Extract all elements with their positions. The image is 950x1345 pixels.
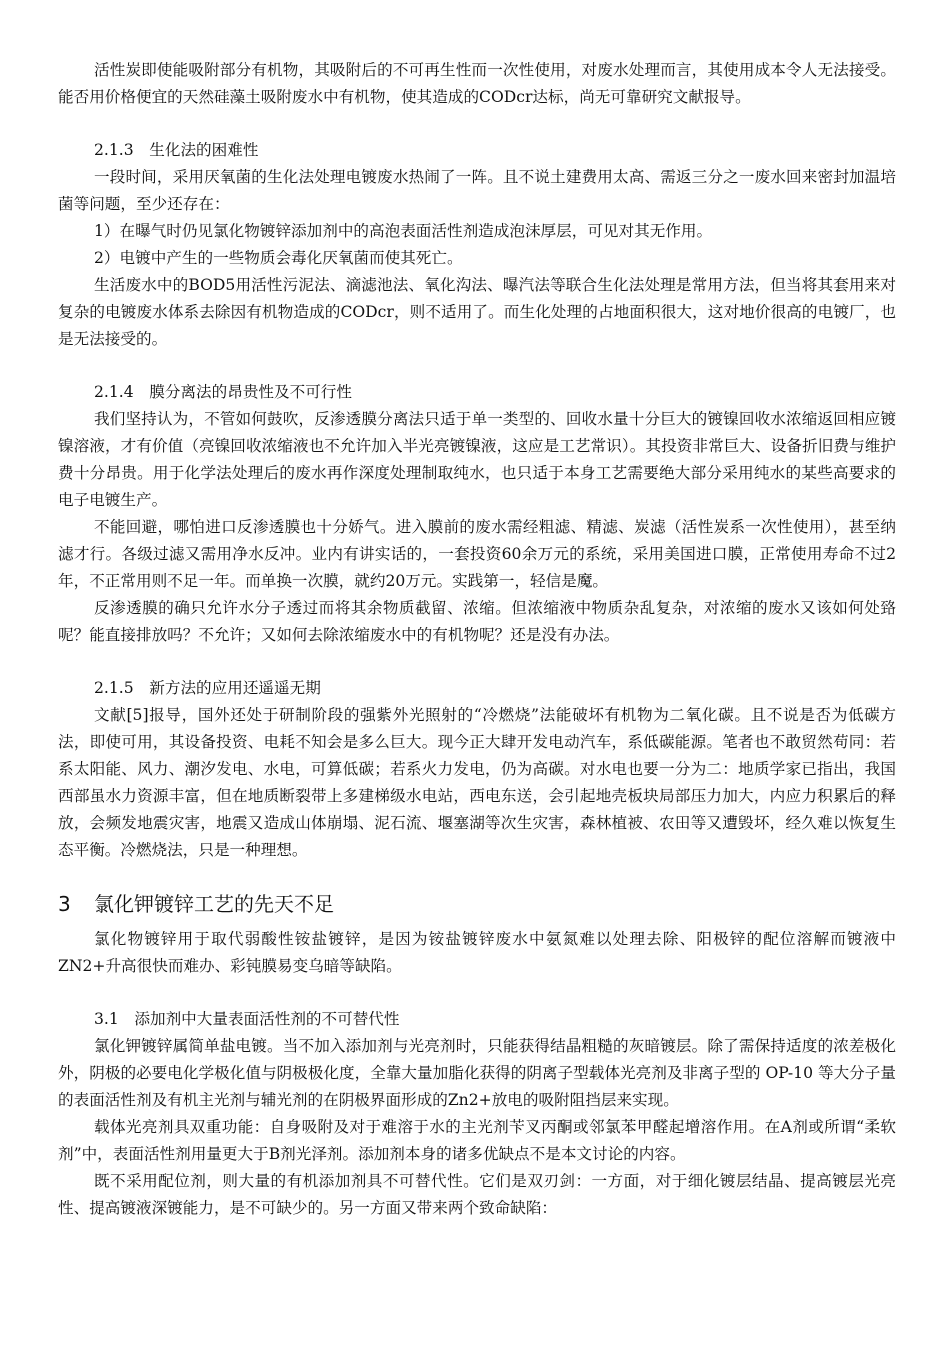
section-title: 氯化钾镀锌工艺的先天不足 xyxy=(94,892,334,916)
paragraph: 我们坚持认为，不管如何鼓吹，反渗透膜分离法只适于单一类型的、回收水量十分巨大的镀镍回收水浓缩返回相应镀镍溶液，才有价值（亮镍回收浓缩液也不允许加入半光亮镀镍液，这应是工艺常识）。其投资非常巨大、设备折旧费与维护费十分昂贵。用于化学法处理后的废水再作深度处理制取纯水，也只适于本身工艺需要绝大部分采用纯水的某些高要求的电子电镀生产。 xyxy=(58,410,896,509)
paragraph: 一段时间，采用厌氧菌的生化法处理电镀废水热闹了一阵。且不说土建费用太高、需返三分之一废水回来密封加温培菌等问题，至少还存在： xyxy=(58,168,896,213)
paragraph: 不能回避，哪怕进口反渗透膜也十分娇气。进入膜前的废水需经粗滤、精滤、炭滤（活性炭系一次性使用），甚至纳滤才行。各级过滤又需用净水反冲。业内有讲实话的，一套投资60余万元的系统，采用美国进口膜，正常使用寿命不过2年，不正常用则不足一年。而单换一次膜，就约20万元。实践第一，轻信是魔。 xyxy=(58,518,896,590)
paragraph: 生活废水中的BOD5用活性污泥法、滴滤池法、氧化沟法、曝汽法等联合生化法处理是常用方法，但当将其套用来对复杂的电镀废水体系去除因有机物造成的CODcr，则不适用了。而生化处理的占地面积很大，这对地价很高的电镀厂，也是无法接受的。 xyxy=(58,276,896,348)
paragraph: 文献[5]报导，国外还处于研制阶段的强紫外光照射的“冷燃烧”法能破坏有机物为二氧化碳。且不说是否为低碳方法，即使可用，其设备投资、电耗不知会是多么巨大。现今正大肆开发电动汽车，系低碳能源。笔者也不敢贸然苟同：若系太阳能、风力、潮汐发电、水电，可算低碳；若系火力发电，仍为高碳。对水电也要一分为二：地质学家已指出，我国西部虽水力资源丰富，但在地质断裂带上多建梯级水电站，西电东送，会引起地壳板块局部压力加大，内应力积累后的释放，会频发地震灾害，地震又造成山体崩塌、泥石流、堰塞湖等次生灾害，森林植被、农田等又遭毁坏，经久难以恢复生态平衡。冷燃烧法，只是一种理想。 xyxy=(58,706,896,859)
subsection-heading-2-1-4: 2.1.4 膜分离法的昂贵性及不可行性 xyxy=(94,383,352,401)
subsection-heading-2-1-3: 2.1.3 生化法的困难性 xyxy=(94,141,259,159)
paragraph: 氯化物镀锌用于取代弱酸性铵盐镀锌，是因为铵盐镀锌废水中氨氮难以处理去除、阳极锌的配位溶解而镀液中ZN2+升高很快而难办、彩钝膜易变乌暗等缺陷。 xyxy=(58,930,896,975)
section-heading-3 xyxy=(58,890,896,918)
list-item: 2）电镀中产生的一些物质会毒化厌氧菌而使其死亡。 xyxy=(94,249,463,267)
section-number: 3 xyxy=(58,892,71,916)
paragraph: 载体光亮剂具双重功能：自身吸附及对于难溶于水的主光剂苄叉丙酮或邻氯苯甲醛起增溶作用。在A剂或所谓“柔软剂”中，表面活性剂用量更大于B剂光泽剂。添加剂本身的诸多优缺点不是本文讨论的内容。 xyxy=(58,1118,896,1163)
document-page xyxy=(58,57,896,1222)
paragraph: 反渗透膜的确只允许水分子透过而将其余物质截留、浓缩。但浓缩液中物质杂乱复杂，对浓缩的废水又该如何处臵呢？能直接排放吗？不允许；又如何去除浓缩废水中的有机物呢？还是没有办法。 xyxy=(58,599,896,644)
paragraph: 既不采用配位剂，则大量的有机添加剂具不可替代性。它们是双刃剑：一方面，对于细化镀层结晶、提高镀层光亮性、提高镀液深镀能力，是不可缺少的。另一方面又带来两个致命缺陷： xyxy=(58,1172,896,1217)
subsection-heading-2-1-5: 2.1.5 新方法的应用还遥遥无期 xyxy=(94,679,321,697)
paragraph: 活性炭即使能吸附部分有机物，其吸附后的不可再生性而一次性使用，对废水处理而言，其使用成本令人无法接受。能否用价格便宜的天然硅藻土吸附废水中有机物，使其造成的CODcr达标，尚无可靠研究文献报导。 xyxy=(58,61,896,106)
subsection-heading-3-1: 3.1 添加剂中大量表面活性剂的不可替代性 xyxy=(94,1010,400,1028)
paragraph: 氯化钾镀锌属简单盐电镀。当不加入添加剂与光亮剂时，只能获得结晶粗糙的灰暗镀层。除了需保持适度的浓差极化外，阴极的必要电化学极化值与阴极极化度，全靠大量加脂化获得的阴离子型载体光亮剂及非离子型的 OP-10 等大分子量的表面活性剂及有机主光剂与辅光剂的在阴极界面形成的Zn2+放电的吸附阻挡层来实现。 xyxy=(58,1037,896,1109)
list-item: 1）在曝气时仍见氯化物镀锌添加剂中的高泡表面活性剂造成泡沫厚层，可见对其无作用。 xyxy=(94,222,713,240)
